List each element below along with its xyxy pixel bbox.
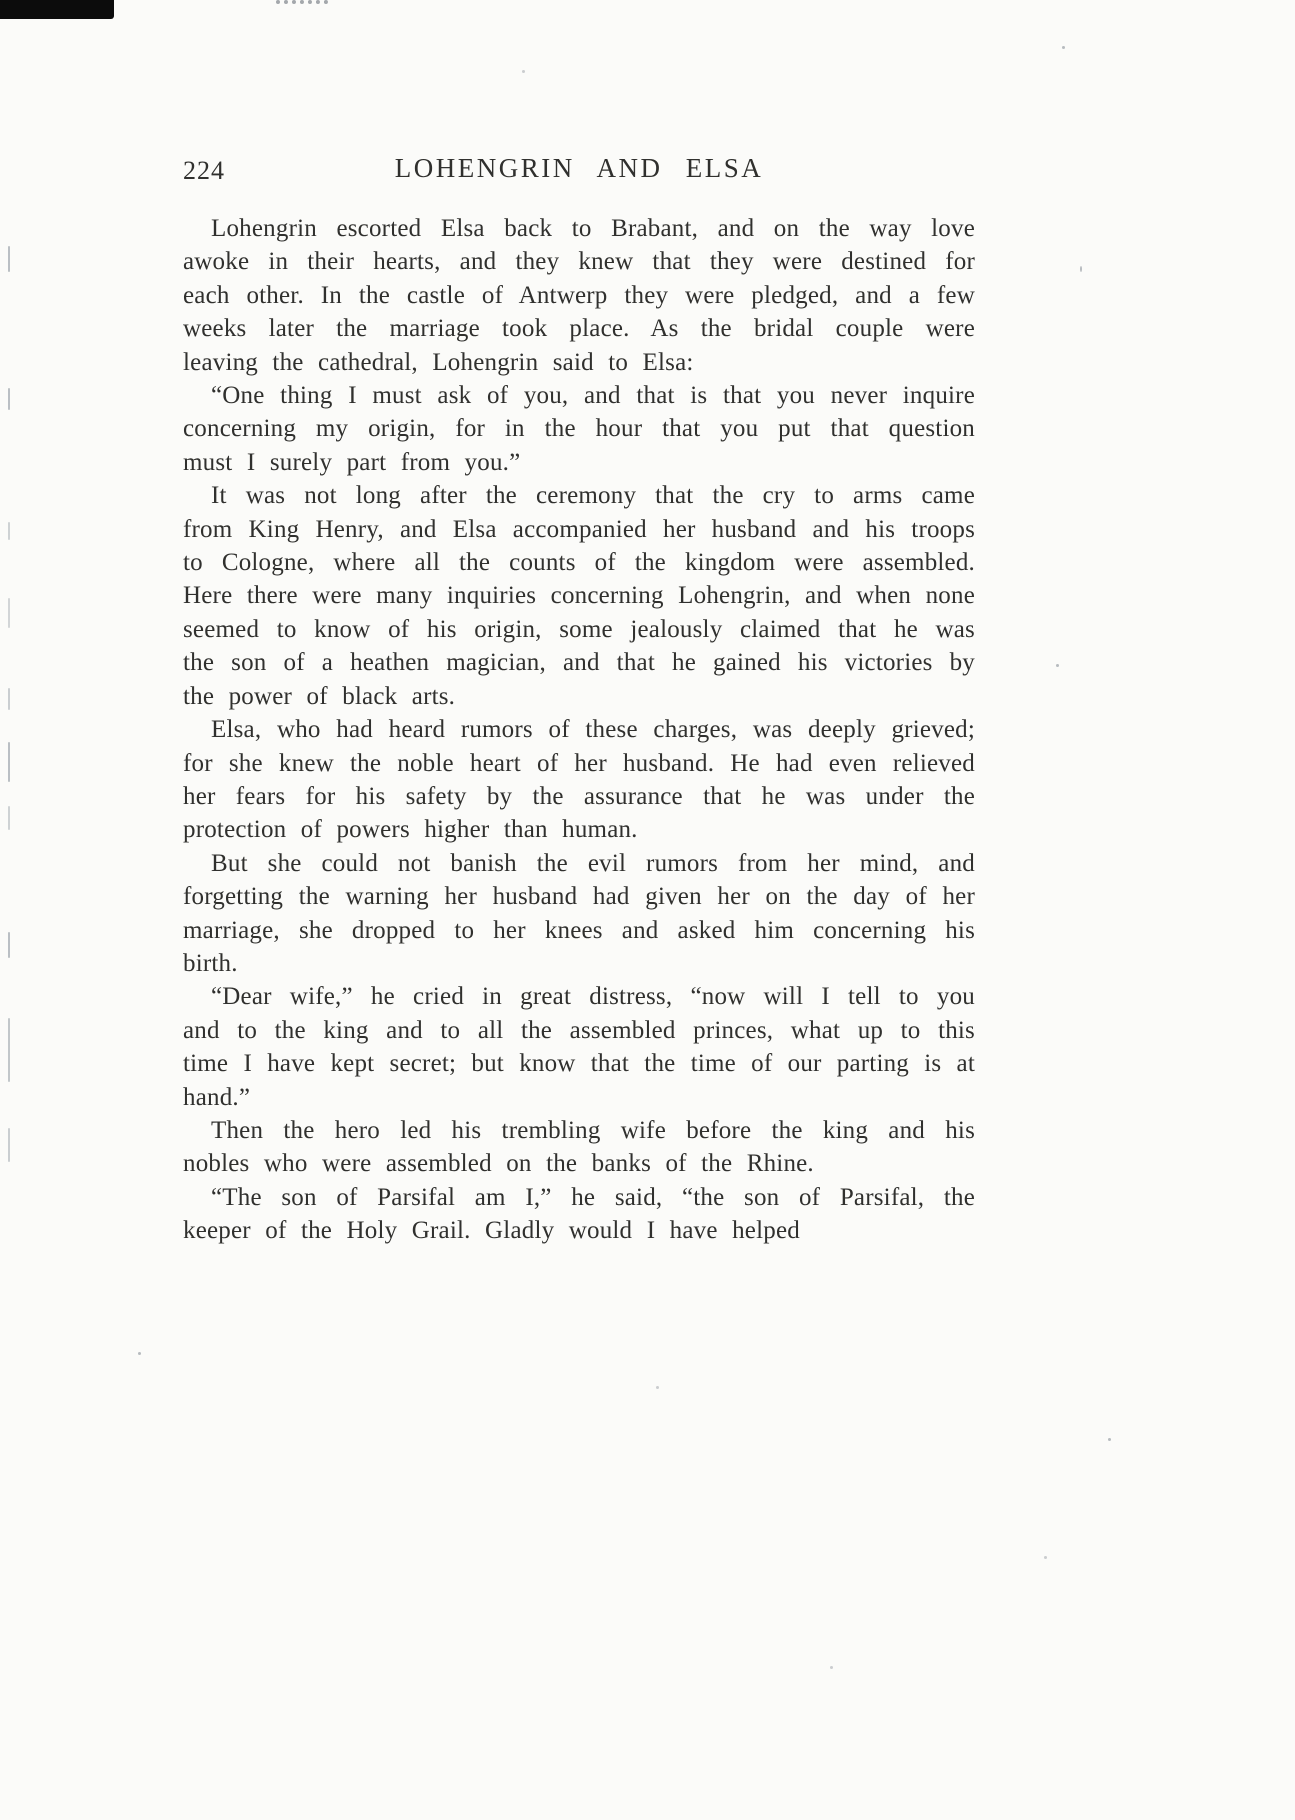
running-title: LOHENGRIN AND ELSA (394, 153, 764, 183)
scan-artifact-speck (1062, 46, 1065, 49)
scan-artifact-margin-tick (8, 246, 10, 272)
scan-artifact-margin-tick (8, 688, 10, 710)
page-header (183, 150, 975, 192)
scan-artifact-speck (830, 1666, 833, 1669)
scan-artifact-margin-tick (8, 806, 10, 830)
scan-artifact-margin-tick (8, 742, 10, 782)
paragraph-6: “Dear wife,” he cried in great distress, “now will I tell to you and to the king and to all the assembled princes, what up to this time I have kept secret; but know that the time of our parting is at hand.” (183, 983, 975, 1111)
paragraph-1: Lohengrin escorted Elsa back to Brabant, and on the way love awoke in their hearts, and they knew that they were destined for each other. In the castle of Antwerp they were pledged, and a few weeks later the marriage took place. As the bridal couple were leaving the cathedral, Lohengrin said to Elsa: (183, 215, 975, 376)
scan-artifact-speck (522, 70, 525, 73)
scan-artifact-speck (138, 1352, 141, 1355)
scan-artifact-margin-tick (8, 522, 10, 540)
scan-artifact-speck (1108, 1438, 1111, 1441)
paragraph-3: It was not long after the ceremony that the cry to arms came from King Henry, and Elsa accompanied her husband and his troops to Cologne, where all the counts of the kingdom were assembled. Here there were many inquiries concerning Lohengrin, and when none seemed to know of his origin, some jealously claimed that he was the son of a heathen magician, and that he gained his victories by the power of black arts. (183, 482, 975, 710)
page-number: 224 (183, 156, 225, 185)
scan-artifact-corner-bar (0, 0, 114, 19)
paragraph-8: “The son of Parsifal am I,” he said, “the son of Parsifal, the keeper of the Holy Grail. Gladly would I have helped (183, 1183, 975, 1245)
scan-artifact-speck (656, 1386, 659, 1389)
paragraph-5: But she could not banish the evil rumors from her mind, and forgetting the warning her husband had given her on the day of her marriage, she dropped to her knees and asked him concerning his birth. (183, 849, 975, 977)
scan-artifact-margin-tick (8, 598, 10, 628)
scan-artifact-dashed-mark (276, 0, 328, 4)
scan-artifact-margin-tick (8, 932, 10, 958)
paragraph-2: “One thing I must ask of you, and that is that you never inquire concerning my origin, for in the hour that you put that question must I surely part from you.” (183, 382, 975, 476)
scan-artifact-speck (1056, 664, 1059, 667)
scan-artifact-margin-tick (8, 1128, 10, 1162)
scan-artifact-speck (1044, 1556, 1047, 1559)
scan-artifact-speck (1080, 266, 1082, 272)
scan-artifact-margin-tick (8, 1018, 10, 1082)
paragraph-7: Then the hero led his trembling wife before the king and his nobles who were assembled on the banks of the Rhine. (183, 1116, 975, 1178)
scan-artifact-margin-tick (8, 388, 10, 410)
text-block (183, 212, 975, 1248)
paragraph-4: Elsa, who had heard rumors of these charges, was deeply grieved; for she knew the noble heart of her husband. He had even relieved her fears for his safety by the assurance that he was under the protection of powers higher than human. (183, 716, 975, 844)
